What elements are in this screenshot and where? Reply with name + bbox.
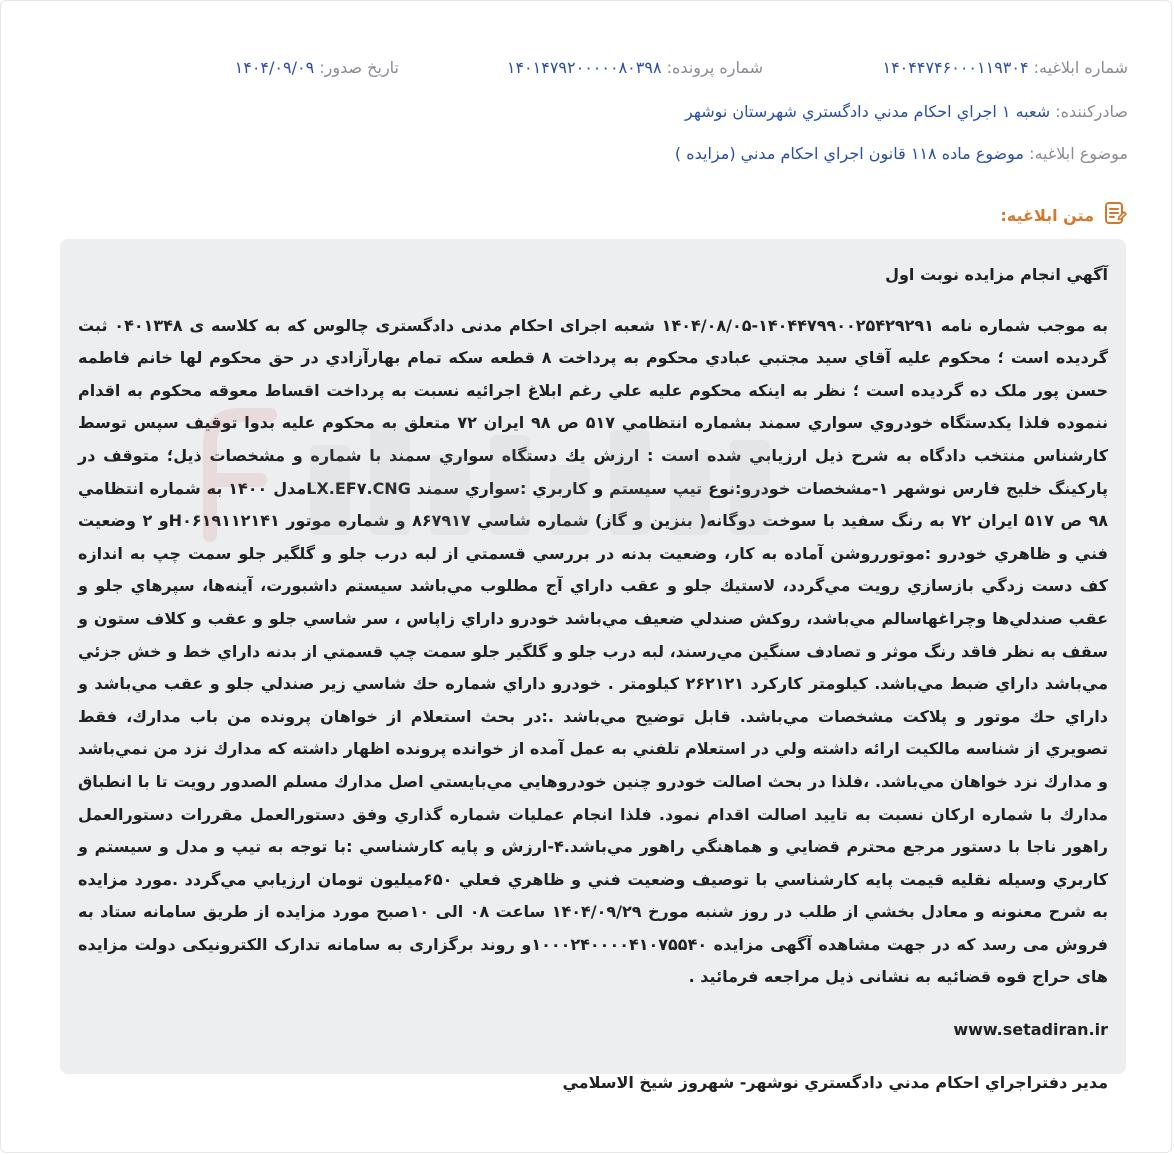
issue-date-label: تاريخ صدور: xyxy=(319,58,399,77)
notice-number-label: شماره ابلاغيه: xyxy=(1033,58,1128,77)
notice-text-header xyxy=(1000,200,1128,230)
auction-ad-title: آگهي انجام مزايده نوبت اول xyxy=(885,265,1108,284)
notice-body-text: به موجب شماره نامه ۱۴۰۴۴۷۹۹۰۰۲۵۴۲۹۲۹۱-۱۴۰۴/۰۸/۰۵ شعبه اجرای احکام مدنی دادگستری چالوس که به کلاسه ی ۰۴۰۱۳۴۸ ثبت گرديده است ؛ محکوم عليه آقاي سيد مجتبي عبادي محکوم به پرداخت ۸ قطعه سکه تمام بهارآزادي در حق محکوم لها خانم فاطمه حسن پور ملک ده گرديده است ؛ نظر به اينکه محکوم عليه علي رغم ابلاغ اجرائيه نسبت به پرداخت اقساط معوقه محکوم به اقدام ننموده فلذا يکدستگاه خودروي سواري سمند بشماره انتظامي ۵۱۷ ص ۹۸ ايران ۷۲ متعلق به محکوم عليه بدوا توقيف سپس توسط کارشناس منتخب دادگاه به شرح ذيل ارزيابي شده است : ارزش يك دستگاه سواري سمند با شماره و مشخصات ذيل؛ متوقف در پارکينگ خليج فارس نوشهر ۱-مشخصات خودرو:نوع تيپ سيستم و کاربري :سواري سمند LX.EF۷.CNGمدل ۱۴۰۰ به شماره انتظامي ۹۸ ص ۵۱۷ ايران ۷۲ به رنگ سفيد با سوخت دوگانه( بنزين و گاز) شماره شاسي ۸۶۷۹۱۷ و شماره موتور H۰۶۱۹۱۱۲۱۴۱و ۲ وضعيت فني و ظاهري خودرو :موتورروشن آماده به کار، وضعيت بدنه در بررسي قسمتي از لبه درب جلو و گلگير جلو سمت چپ به اندازه کف دست زدگي بازسازي رويت مي‌گردد، لاستيك جلو و عقب داراي آج مطلوب مي‌باشد سيستم داشبورت، آينه‌ها، سپرهاي جلو و عقب صندلي‌ها وچراغهاسالم مي‌باشد، روکش صندلي ضعيف مي‌باشد خودرو داراي زاپاس ، سر شاسي جلو و عقب و کلاف ستون و سقف به نظر فاقد رنگ موثر و تصادف سنگين مي‌رسند، لبه درب جلو و گلگير جلو سمت چپ قسمتي از بدنه داراي خط و خش جزئي مي‌باشد داراي ضبط مي‌باشد. کيلومتر کارکرد ۲۶۲۱۲۱ کيلومتر . خودرو داراي شماره حك شاسي زير صندلي جلو و عقب مي‌باشد و داراي حك موتور و پلاكت مشخصات مي‌باشد. قابل توضيح مي‌باشد .:در بحث استعلام از خواهان پرونده من باب مدارك، فقط تصويري از شناسه مالكيت ارائه داشته ولي در استعلام تلفني به عمل آمده از خوانده پرونده اظهار داشته كه مدارك نزد من نمي‌باشد و مدارك نزد خواهان مي‌باشد. ،فلذا در بحث اصالت خودرو چنين خودروهايي مي‌بايستي اصل مدارك مسلم الصدور رويت تا با انطباق مدارك با شماره اركان نسبت به تاييد اصالت اقدام نمود. فلذا انجام عمليات شماره گذاري وفق دستورالعمل مقررات دستورالعمل راهور ناجا با دستور مرجع محترم قضايي و هماهنگي راهور مي‌باشد.۴-ارزش و پايه کارشناسي :با توجه به تيپ و مدل و سيستم و کاربري وسيله نقليه قيمت پايه کارشناسي با توصيف وضعيت فني و ظاهري فعلي ۶۵۰ميليون تومان ارزيابي مي‌گردد .مورد مزايده به شرح معنونه و معادل بخشي از طلب در روز شنبه مورخ ۱۴۰۴/۰۹/۲۹ ساعت ۰۸ الی ۱۰صبح مورد مزايده از طريق سامانه ستاد به فروش می رسد که در جهت مشاهده آگهی مزايده ۱۰۰۰۲۴۰۰۰۰۴۱۰۷۵۵۴۰و روند برگزاری به سامانه تدارک الکترونيکی دولت مزايده های حراج قوه قضائيه به نشانی ذيل مراجعه فرمائيد . xyxy=(78,315,1109,987)
subject-field xyxy=(675,144,1128,163)
case-number-field xyxy=(507,58,763,77)
notice-number-value: ۱۴۰۴۴۷۴۶۰۰۰۱۱۹۳۰۴ xyxy=(882,58,1029,77)
notice-text-panel xyxy=(60,239,1126,1092)
notice-number-field xyxy=(882,58,1128,77)
notice-document-icon xyxy=(1102,200,1128,230)
notice-text-title: متن ابلاغيه: xyxy=(1000,205,1094,225)
website-link[interactable]: www.setadiran.ir xyxy=(953,1020,1108,1040)
issuer-value: شعبه ۱ اجراي احکام مدني دادگستري شهرستان نوشهر xyxy=(685,102,1051,121)
subject-label: موضوع ابلاغيه: xyxy=(1029,144,1128,163)
issuer-label: صادرکننده: xyxy=(1055,102,1128,121)
subject-value: موضوع ماده ۱۱۸ قانون اجراي احکام مدني (مزايده ) xyxy=(674,144,1024,163)
case-number-value: ۱۴۰۱۴۷۹۲۰۰۰۰۰۸۰۳۹۸ xyxy=(506,58,662,77)
issue-date-value: ۱۴۰۴/۰۹/۰۹ xyxy=(234,58,315,77)
signature-line: مدير دفتراجراي احکام مدني دادگستري نوشهر- شهروز شيخ الاسلامي xyxy=(562,1072,1108,1092)
case-number-label: شماره پرونده: xyxy=(666,58,763,77)
issue-date-field xyxy=(235,58,399,77)
issuer-field xyxy=(685,102,1128,121)
